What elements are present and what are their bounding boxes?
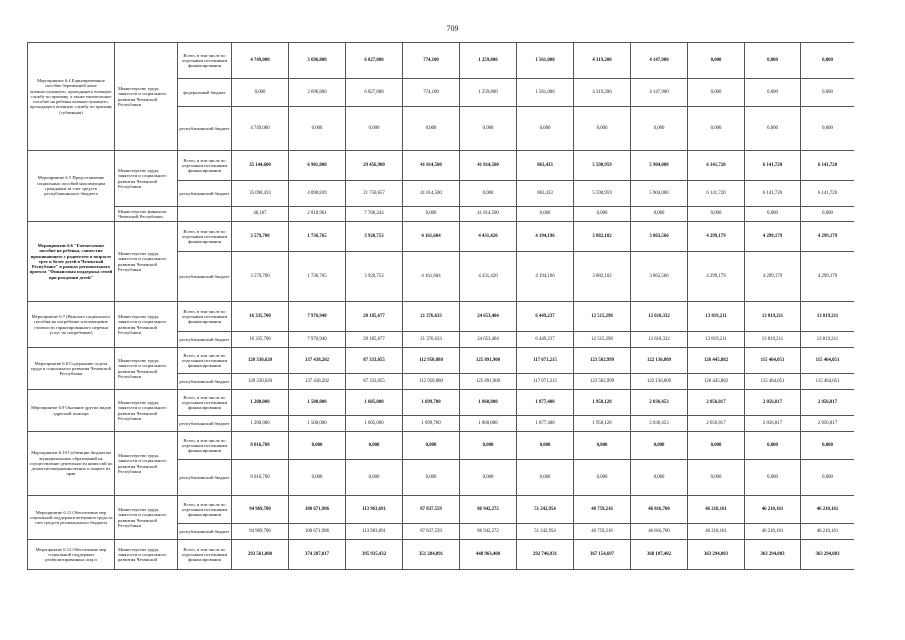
amount-cell: 7 706,243 [346, 207, 403, 222]
amount-cell: 0,000 [745, 207, 801, 222]
amount-cell: 122 136,809 [631, 348, 688, 374]
amount-cell: 123 582,999 [574, 348, 631, 374]
amount-cell: 112 950,880 [403, 374, 460, 390]
amount-cell: 0,000 [574, 460, 631, 496]
amount-cell: 0,000 [631, 460, 688, 496]
amount-cell: 4 299,179 [801, 222, 855, 252]
table-row [28, 43, 855, 79]
amount-cell: 4 299,179 [801, 252, 855, 302]
amount-cell: 20 185,677 [346, 332, 403, 348]
amount-cell: 100 671,986 [289, 524, 346, 540]
amount-cell: 1 259,800 [460, 43, 517, 79]
amount-cell: 0,000 [346, 460, 403, 496]
amount-cell: 4 299,179 [745, 222, 801, 252]
amount-cell: 35 144,600 [232, 151, 289, 181]
amount-cell: 1 561,000 [517, 79, 574, 107]
amount-cell: 1 500,000 [289, 416, 346, 432]
funding-source-cell: республиканский бюджет [178, 181, 232, 207]
amount-cell: 24 653,404 [460, 302, 517, 332]
amount-cell: 120 330,620 [232, 374, 289, 390]
funding-source-cell: Всего, в том числе по отдельным источникам финансирования [178, 540, 232, 570]
amount-cell: 1 605,000 [346, 416, 403, 432]
amount-cell: 122 136,809 [631, 374, 688, 390]
amount-cell: 0,000 [688, 43, 745, 79]
amount-cell: 4 431,420 [460, 252, 517, 302]
amount-cell: 363 294,003 [688, 540, 745, 570]
amount-cell: 117 071,215 [517, 374, 574, 390]
amount-cell: 448 963,400 [460, 540, 517, 570]
table-row [28, 390, 855, 416]
amount-cell: 4 090,839 [289, 181, 346, 207]
amount-cell: 4 299,179 [688, 222, 745, 252]
amount-cell: 0,000 [801, 43, 855, 79]
amount-cell: 21 376,633 [403, 302, 460, 332]
amount-cell: 13 819,211 [688, 302, 745, 332]
amount-cell: 0,000 [745, 460, 801, 496]
amount-cell: 46 210,161 [688, 496, 745, 524]
amount-cell: 0,000 [403, 107, 460, 151]
amount-cell: 46 816,700 [631, 524, 688, 540]
amount-cell: 8 016,700 [232, 460, 289, 496]
amount-cell: 4 147,900 [631, 43, 688, 79]
amount-cell: 0,000 [688, 79, 745, 107]
measure-name-cell: Мероприятие 6.10 Субвенции бюджетам муниципальных образований на осуществление деятельности комиссий по делам несовершеннолетних и защите их прав [28, 432, 115, 496]
amount-cell: 46 210,161 [745, 524, 801, 540]
measure-name-cell: Мероприятие 6.6 "Ежемесячное пособие на ребенка, совместно проживающего с родителем в возрасте трех и более детей в Чеченской Республике" в рамках регионального проекта "Финансовая поддержка семей при рождении детей" [28, 222, 115, 302]
amount-cell: 13 819,211 [801, 332, 855, 348]
amount-cell: 87 333,055 [346, 374, 403, 390]
amount-cell: 0,000 [745, 79, 801, 107]
amount-cell: 0,000 [574, 432, 631, 460]
amount-cell: 2 056,817 [801, 416, 855, 432]
amount-cell: 1 200,000 [232, 416, 289, 432]
amount-cell: 0,000 [745, 432, 801, 460]
amount-cell: 6 449,237 [517, 302, 574, 332]
amount-cell: 29 456,900 [346, 151, 403, 181]
table-row [28, 496, 855, 524]
amount-cell: 24 653,404 [460, 332, 517, 348]
amount-cell: 363 294,003 [745, 540, 801, 570]
measure-name-cell: Мероприятие 6.7 (Выплата социального пособия на погребение и возмещение стоимости гарантированного перечня услуг по погребению) [28, 302, 115, 348]
amount-cell: 0,000 [403, 460, 460, 496]
amount-cell: 16 335,700 [232, 332, 289, 348]
amount-cell: 1 259,800 [460, 79, 517, 107]
measure-name-cell: Мероприятие 6.4 Единовременное пособие беременной жене военнослужащего, проходящего военную службу по призыву, а также ежемесячное пособие на ребенка военнослужащего, проходящего военную службу по призыву (субвенция) [28, 43, 115, 151]
executor-cell: Министерство финансов Чеченской Республики [115, 207, 178, 222]
amount-cell: 1 958,128 [574, 390, 631, 416]
amount-cell: 87 837,559 [403, 496, 460, 524]
funding-source-cell [178, 207, 232, 222]
amount-cell: 0,000 [801, 432, 855, 460]
amount-cell: 374 287,017 [289, 540, 346, 570]
amount-cell: 3 863,566 [631, 252, 688, 302]
amount-cell: 0,000 [745, 43, 801, 79]
amount-cell: 6 141,720 [801, 151, 855, 181]
table-row [28, 540, 855, 570]
amount-cell: 1 699,700 [403, 390, 460, 416]
table-row [28, 151, 855, 181]
amount-cell: 0,000 [289, 460, 346, 496]
amount-cell: 6 141,720 [745, 151, 801, 181]
funding-source-cell: Всего, в том числе по отдельным источникам финансирования [178, 222, 232, 252]
table-row [28, 222, 855, 252]
amount-cell: 125 891,900 [460, 374, 517, 390]
amount-cell: 3 920,753 [346, 252, 403, 302]
amount-cell: 125 891,900 [460, 348, 517, 374]
amount-cell: 46 210,161 [801, 524, 855, 540]
amount-cell: 51 242,954 [517, 496, 574, 524]
amount-cell: 3 863,566 [631, 222, 688, 252]
amount-cell: 0,000 [517, 107, 574, 151]
amount-cell: 6 449,237 [517, 332, 574, 348]
measure-name-cell: Мероприятие 6.5 Предоставление социальных пособий малоимущим гражданам за счет средств республиканского бюджета [28, 151, 115, 222]
amount-cell: 87 333,055 [346, 348, 403, 374]
amount-cell: 41 814,500 [460, 207, 517, 222]
amount-cell: 1 860,000 [460, 390, 517, 416]
amount-cell: 126 445,882 [688, 348, 745, 374]
amount-cell: 0,000 [517, 460, 574, 496]
amount-cell: 0,000 [574, 107, 631, 151]
amount-cell: 40 759,216 [574, 524, 631, 540]
amount-cell: 6 141,720 [688, 181, 745, 207]
amount-cell: 120 330,620 [232, 348, 289, 374]
amount-cell: 8 016,700 [232, 432, 289, 460]
amount-cell: 0,000 [289, 432, 346, 460]
amount-cell: 115 464,051 [801, 374, 855, 390]
amount-cell: 0,000 [801, 207, 855, 222]
amount-cell: 2 056,817 [745, 416, 801, 432]
funding-table [27, 42, 854, 570]
amount-cell: 1 860,000 [460, 416, 517, 432]
amount-cell: 3 882,102 [574, 252, 631, 302]
funding-source-cell: республиканский бюджет [178, 332, 232, 348]
amount-cell: 4 194,196 [517, 222, 574, 252]
amount-cell: 0,000 [346, 432, 403, 460]
measure-name-cell: Мероприятие 6.8 Содержание отдела труда и социального развития Чеченской Республики [28, 348, 115, 390]
amount-cell: 3 696,800 [289, 43, 346, 79]
amount-cell: 12 618,332 [631, 302, 688, 332]
amount-cell: 4 299,179 [745, 252, 801, 302]
amount-cell: 46 816,700 [631, 496, 688, 524]
amount-cell: 21 376,633 [403, 332, 460, 348]
executor-cell: Министерство труда, занятости и социального развития Чеченской Республики [115, 348, 178, 390]
amount-cell: 112 950,880 [403, 348, 460, 374]
amount-cell: 4 161,604 [403, 252, 460, 302]
amount-cell: 1 877,400 [517, 416, 574, 432]
amount-cell: 2 056,817 [745, 390, 801, 416]
funding-source-cell: республиканский бюджет [178, 107, 232, 151]
amount-cell: 0,000 [403, 207, 460, 222]
amount-cell: 137 438,202 [289, 374, 346, 390]
amount-cell: 2 036,453 [631, 390, 688, 416]
amount-cell: 3 579,700 [232, 222, 289, 252]
funding-source-cell: республиканский бюджет [178, 460, 232, 496]
amount-cell: 3 696,800 [289, 79, 346, 107]
amount-cell: 46 210,161 [688, 524, 745, 540]
amount-cell: 0,000 [688, 207, 745, 222]
amount-cell: 1 958,128 [574, 416, 631, 432]
amount-cell: 4 431,420 [460, 222, 517, 252]
funding-source-cell: Всего, в том числе по отдельным источникам финансирования [178, 302, 232, 332]
amount-cell: 13 819,211 [688, 332, 745, 348]
funding-source-cell: республиканский бюджет [178, 416, 232, 432]
amount-cell: 2 810,961 [289, 207, 346, 222]
amount-cell: 0,000 [232, 79, 289, 107]
amount-cell: 774,100 [403, 43, 460, 79]
executor-cell: Министерство труда, занятости и социального развития Чеченской Республики [115, 432, 178, 496]
amount-cell: 113 963,691 [346, 496, 403, 524]
amount-cell: 2 056,817 [801, 390, 855, 416]
amount-cell: 4 749,000 [232, 43, 289, 79]
amount-cell: 3 882,102 [574, 222, 631, 252]
funding-source-cell: Всего, в том числе по отдельным источникам финансирования [178, 432, 232, 460]
amount-cell: 1 877,400 [517, 390, 574, 416]
executor-cell: Министерство труда, занятости и социального развития Чеченской Республики [115, 43, 178, 151]
amount-cell: 16 335,700 [232, 302, 289, 332]
amount-cell: 0,000 [460, 181, 517, 207]
amount-cell: 6 141,720 [688, 151, 745, 181]
amount-cell: 4 749,000 [232, 107, 289, 151]
amount-cell: 41 814,500 [403, 151, 460, 181]
amount-cell: 0,000 [517, 207, 574, 222]
amount-cell: 41 814,500 [403, 181, 460, 207]
funding-source-cell: Всего, в том числе по отдельным источникам финансирования [178, 390, 232, 416]
amount-cell: 12 515,298 [574, 302, 631, 332]
funding-source-cell: республиканский бюджет [178, 524, 232, 540]
amount-cell: 5 590,959 [574, 181, 631, 207]
amount-cell: 4 161,604 [403, 222, 460, 252]
amount-cell: 113 963,691 [346, 524, 403, 540]
amount-cell: 0,000 [688, 107, 745, 151]
amount-cell: 0,000 [460, 460, 517, 496]
amount-cell: 5 904,000 [631, 151, 688, 181]
amount-cell: 6 901,800 [289, 151, 346, 181]
amount-cell: 2 056,817 [688, 416, 745, 432]
amount-cell: 4 319,200 [574, 79, 631, 107]
amount-cell: 87 837,559 [403, 524, 460, 540]
amount-cell: 0,000 [745, 107, 801, 151]
amount-cell: 4 299,179 [688, 252, 745, 302]
amount-cell: 1 561,000 [517, 43, 574, 79]
amount-cell: 0,000 [801, 460, 855, 496]
amount-cell: 368 107,402 [631, 540, 688, 570]
amount-cell: 1 605,000 [346, 390, 403, 416]
amount-cell: 115 464,051 [801, 348, 855, 374]
amount-cell: 0,000 [688, 432, 745, 460]
amount-cell: 4 319,200 [574, 43, 631, 79]
amount-cell: 0,000 [574, 207, 631, 222]
amount-cell: 13 819,211 [801, 302, 855, 332]
amount-cell: 0,000 [460, 107, 517, 151]
amount-cell: 395 935,432 [346, 540, 403, 570]
table-row [28, 348, 855, 374]
amount-cell: 6 141,720 [745, 181, 801, 207]
amount-cell: 12 515,298 [574, 332, 631, 348]
amount-cell: 46 210,161 [745, 496, 801, 524]
amount-cell: 6 141,720 [801, 181, 855, 207]
amount-cell: 115 464,051 [745, 374, 801, 390]
amount-cell: 7 976,940 [289, 302, 346, 332]
amount-cell: 0,000 [460, 432, 517, 460]
amount-cell: 1 500,000 [289, 390, 346, 416]
amount-cell: 363 294,003 [801, 540, 855, 570]
amount-cell: 1 699,700 [403, 416, 460, 432]
amount-cell: 351 284,091 [403, 540, 460, 570]
funding-source-cell: республиканский бюджет [178, 252, 232, 302]
amount-cell: 51 242,954 [517, 524, 574, 540]
executor-cell: Министерство труда, занятости и социального развития Чеченской Республики [115, 302, 178, 348]
funding-source-cell: Всего, в том числе по отдельным источникам финансирования [178, 496, 232, 524]
amount-cell: 292 746,931 [517, 540, 574, 570]
funding-table-wrapper [27, 42, 854, 590]
amount-cell: 0,000 [289, 107, 346, 151]
funding-source-cell: федеральный бюджет [178, 79, 232, 107]
amount-cell: 0,000 [801, 79, 855, 107]
amount-cell: 40 759,216 [574, 496, 631, 524]
amount-cell: 0,000 [631, 107, 688, 151]
amount-cell: 0,000 [517, 432, 574, 460]
amount-cell: 0,000 [688, 460, 745, 496]
amount-cell: 13 819,211 [745, 332, 801, 348]
table-row [28, 432, 855, 460]
table-row [28, 302, 855, 332]
executor-cell: Министерство труда, занятости и социального развития Чеченской Республики [115, 222, 178, 302]
funding-source-cell: Всего, в том числе по отдельным источникам финансирования [178, 43, 232, 79]
amount-cell: 1 736,765 [289, 252, 346, 302]
amount-cell: 13 819,211 [745, 302, 801, 332]
amount-cell: 123 582,999 [574, 374, 631, 390]
amount-cell: 0,000 [631, 432, 688, 460]
amount-cell: 12 618,332 [631, 332, 688, 348]
amount-cell: 100 671,986 [289, 496, 346, 524]
amount-cell: 1 200,000 [232, 390, 289, 416]
executor-cell: Министерство труда, занятости и социального развития Чеченской Республики [115, 390, 178, 432]
amount-cell: 115 464,051 [745, 348, 801, 374]
amount-cell: 0,000 [346, 107, 403, 151]
amount-cell: 367 154,697 [574, 540, 631, 570]
amount-cell: 3 579,700 [232, 252, 289, 302]
amount-cell: 86 942,272 [460, 496, 517, 524]
amount-cell: 1 736,765 [289, 222, 346, 252]
amount-cell: 41 814,500 [460, 151, 517, 181]
amount-cell: 7 976,940 [289, 332, 346, 348]
amount-cell: 4 194,196 [517, 252, 574, 302]
amount-cell: 293 561,000 [232, 540, 289, 570]
page-number: 709 [446, 24, 459, 33]
amount-cell: 3 920,753 [346, 222, 403, 252]
amount-cell: 137 438,202 [289, 348, 346, 374]
amount-cell: 6 827,800 [346, 43, 403, 79]
amount-cell: 94 969,700 [232, 496, 289, 524]
amount-cell: 4 147,900 [631, 79, 688, 107]
executor-cell: Министерство труда, занятости и социального развития Чеченской Республики [115, 151, 178, 207]
measure-name-cell: Мероприятие 6.11 Обеспечение мер социальной поддержки ветеранов труда за счет средств регионального бюджета [28, 496, 115, 540]
amount-cell: 46,167 [232, 207, 289, 222]
amount-cell: 5 590,959 [574, 151, 631, 181]
amount-cell: 863,433 [517, 181, 574, 207]
amount-cell: 86 942,272 [460, 524, 517, 540]
amount-cell: 6 827,800 [346, 79, 403, 107]
executor-cell: Министерство труда, занятости и социального развития Чеченской Республики [115, 496, 178, 540]
amount-cell: 46 210,161 [801, 496, 855, 524]
amount-cell: 94 969,700 [232, 524, 289, 540]
amount-cell: 2 036,453 [631, 416, 688, 432]
amount-cell: 126 445,882 [688, 374, 745, 390]
amount-cell: 0,000 [403, 432, 460, 460]
funding-source-cell: Всего, в том числе по отдельным источникам финансирования [178, 151, 232, 181]
amount-cell: 774,100 [403, 79, 460, 107]
funding-source-cell: республиканский бюджет [178, 374, 232, 390]
amount-cell: 863,433 [517, 151, 574, 181]
table-row [28, 207, 855, 222]
amount-cell: 117 071,215 [517, 348, 574, 374]
measure-name-cell: Мероприятие 6.9 Оказание других видов адресной помощи [28, 390, 115, 432]
funding-source-cell: Всего, в том числе по отдельным источникам финансирования [178, 348, 232, 374]
amount-cell: 2 056,817 [688, 390, 745, 416]
amount-cell: 0,000 [631, 207, 688, 222]
amount-cell: 21 750,657 [346, 181, 403, 207]
amount-cell: 20 185,677 [346, 302, 403, 332]
amount-cell: 5 904,000 [631, 181, 688, 207]
amount-cell: 35 098,433 [232, 181, 289, 207]
amount-cell: 0,000 [801, 107, 855, 151]
executor-cell: Министерство труда, занятости и социального развития Чеченской [115, 540, 178, 570]
measure-name-cell: Мероприятие 6.12 Обеспечение мер социальной поддержки реабилитированных лиц и [28, 540, 115, 570]
